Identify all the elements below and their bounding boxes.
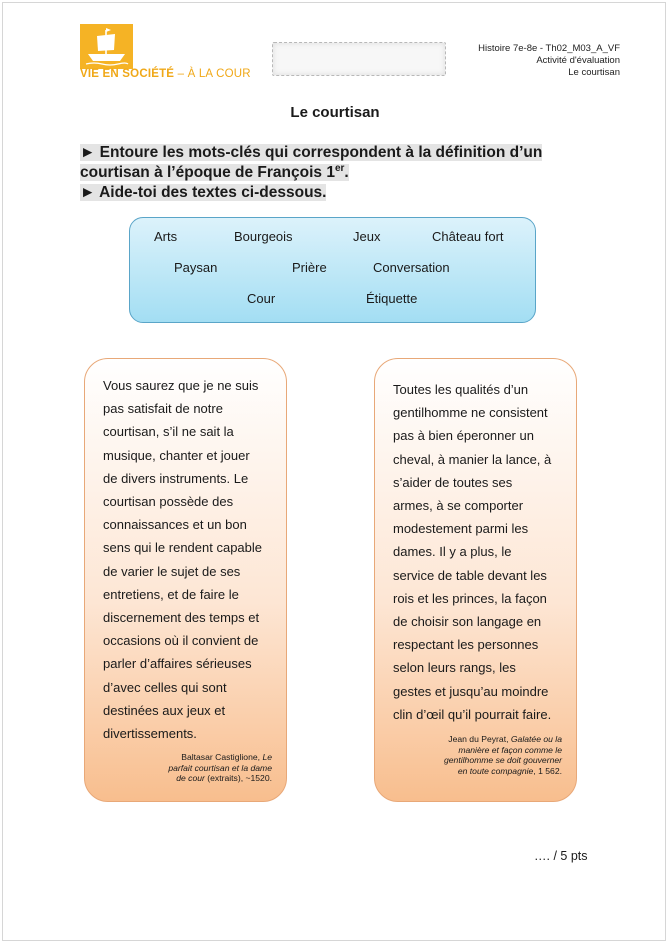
ship-icon	[80, 24, 133, 69]
keyword-jeux[interactable]: Jeux	[353, 229, 381, 244]
document-reference: Histoire 7e-8e - Th02_M03_A_VF Activité d'évaluation Le courtisan	[478, 43, 620, 78]
keyword-paysan[interactable]: Paysan	[174, 260, 218, 275]
keyword-box	[129, 217, 536, 323]
castiglione-citation: Baltasar Castiglione, Le parfait courtisan et la dame de cour (extraits), ~1520.	[168, 752, 272, 783]
keyword-priere[interactable]: Prière	[292, 260, 327, 275]
score: …. / 5 pts	[534, 849, 588, 863]
keyword-conversation[interactable]: Conversation	[373, 260, 450, 275]
keyword-etiquette[interactable]: Étiquette	[366, 291, 418, 306]
keyword-arts[interactable]: Arts	[154, 229, 178, 244]
du-peyrat-excerpt: Toutes les qualités d’un gentilhomme ne consistent pas à bien éperonner un cheval, à manier la lance, à s’aider de toutes ses armes, à se comporter modestement parmi les dames. Il y a plus, le service de table devant les rois et les princes, la façon de choisir son langage en respectant les personnes selon leurs rangs, les gestes et jusqu’au moindre clin d’œil qu’il pourrait faire.	[393, 382, 552, 722]
logo-caption: VIE EN SOCIÉTÉ – À LA COUR	[80, 68, 251, 80]
text-castiglione	[84, 358, 287, 802]
keyword-cour[interactable]: Cour	[247, 291, 276, 306]
du-peyrat-citation: Jean du Peyrat, Galatée ou la manière et façon comme le gentilhomme se doit gouverner en toute compagnie, 1 562.	[444, 734, 562, 776]
keyword-bourgeois[interactable]: Bourgeois	[234, 229, 293, 244]
text-du-peyrat	[374, 358, 577, 802]
ship-logo	[80, 24, 133, 69]
name-field[interactable]	[272, 42, 446, 76]
instructions: ► Entoure les mots-clés qui correspondent à la définition d’un courtisan à l’époque de François 1er. ► Aide-toi des textes ci-dessous.	[80, 144, 543, 201]
castiglione-excerpt: Vous saurez que je ne suis pas satisfait de notre courtisan, s’il ne sait la musique, chanter et jouer de divers instruments. Le courtisan possède des connaissances et un bon sens qui le rendent capable de varier le sujet de ses entretiens, et de faire le discernement des temps et occasions où il convient de parler d’affaires sérieuses d’avec celles qui sont destinées aux jeux et divertissements.	[103, 378, 263, 742]
page-title: Le courtisan	[290, 104, 380, 121]
keyword-chateau-fort[interactable]: Château fort	[432, 229, 504, 244]
